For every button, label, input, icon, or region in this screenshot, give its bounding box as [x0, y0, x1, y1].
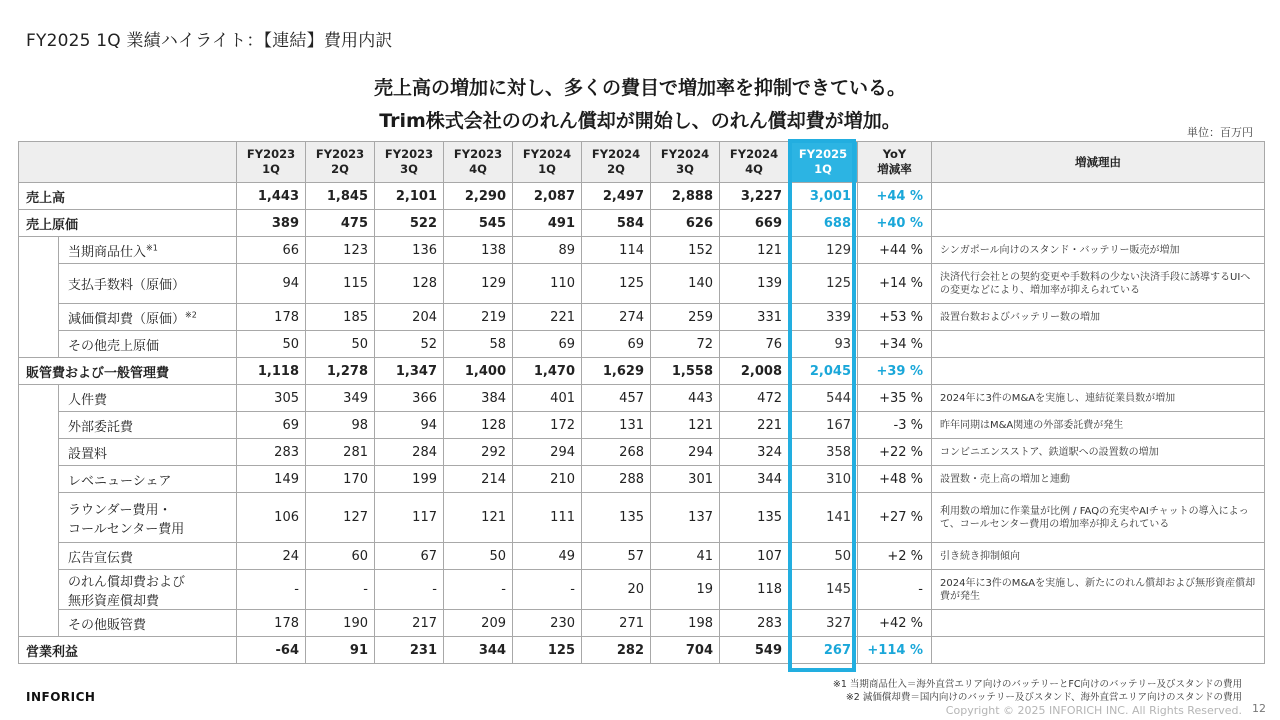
row-indent — [19, 264, 59, 304]
cell-value: 137 — [651, 493, 720, 543]
cell-value: 125 — [582, 264, 651, 304]
header-reason: 増減理由 — [932, 142, 1265, 183]
cell-yoy: +34 % — [858, 331, 932, 358]
cell-value: 60 — [306, 543, 375, 570]
cell-yoy: +44 % — [858, 183, 932, 210]
cell-value: 443 — [651, 385, 720, 412]
cell-value: 49 — [513, 543, 582, 570]
table-row — [19, 264, 1265, 304]
row-label-text: 設置料 — [68, 446, 108, 462]
cell-value: 167 — [789, 412, 858, 439]
cell-yoy: +35 % — [858, 385, 932, 412]
cell-value: 331 — [720, 304, 789, 331]
cell-value: 118 — [720, 570, 789, 610]
cell-value: 131 — [582, 412, 651, 439]
row-label-text: 外部委託費 — [68, 419, 134, 435]
row-label-text: 支払手数料（原価） — [68, 278, 186, 293]
table-row — [19, 385, 1265, 412]
cell-value: 139 — [720, 264, 789, 304]
expense-breakdown-table — [18, 141, 1265, 664]
row-indent — [19, 304, 59, 331]
header-fy2024-3q: FY2024 3Q — [651, 142, 720, 183]
cell-value: 136 — [375, 237, 444, 264]
cell-value: 2,045 — [789, 358, 858, 385]
cell-value: 2,087 — [513, 183, 582, 210]
cell-value: -64 — [237, 637, 306, 664]
row-label-text: 人件費 — [68, 392, 108, 408]
cell-reason: コンビニエンスストア、鉄道駅への設置数の増加 — [932, 439, 1265, 466]
cell-value: 282 — [582, 637, 651, 664]
cell-value: 110 — [513, 264, 582, 304]
table-row — [19, 610, 1265, 637]
table-row — [19, 304, 1265, 331]
cell-reason: 昨年同期はM&A関連の外部委託費が発生 — [932, 412, 1265, 439]
cell-reason: 決済代行会社との契約変更や手数料の少ない決済手段に誘導するUIへの変更などにより、増加率が抑えられている — [932, 264, 1265, 304]
cell-reason — [932, 637, 1265, 664]
cell-value: 283 — [237, 439, 306, 466]
cell-value: 50 — [444, 543, 513, 570]
cell-value: 135 — [582, 493, 651, 543]
table-row — [19, 210, 1265, 237]
cell-value: 76 — [720, 331, 789, 358]
cell-yoy: +14 % — [858, 264, 932, 304]
cell-value: 141 — [789, 493, 858, 543]
row-label — [59, 610, 237, 637]
cell-value: 1,443 — [237, 183, 306, 210]
cell-value: 69 — [582, 331, 651, 358]
cell-value: 209 — [444, 610, 513, 637]
cell-value: 324 — [720, 439, 789, 466]
header-yoy: YoY 増減率 — [858, 142, 932, 183]
row-indent — [19, 543, 59, 570]
cell-value: 129 — [789, 237, 858, 264]
cell-yoy: +44 % — [858, 237, 932, 264]
cell-reason: 2024年に3件のM&Aを実施し、連結従業員数が増加 — [932, 385, 1265, 412]
cell-value: 2,888 — [651, 183, 720, 210]
cell-value: 310 — [789, 466, 858, 493]
header-fy2024-4q: FY2024 4Q — [720, 142, 789, 183]
cell-value: 1,558 — [651, 358, 720, 385]
cell-reason — [932, 210, 1265, 237]
table-header-row — [19, 142, 1265, 183]
cell-value: 152 — [651, 237, 720, 264]
cell-value: 545 — [444, 210, 513, 237]
cell-value: 221 — [720, 412, 789, 439]
copyright: Copyright © 2025 INFORICH INC. All Rights Reserved. — [945, 704, 1242, 717]
table-row — [19, 466, 1265, 493]
cell-value: 198 — [651, 610, 720, 637]
cell-reason: 利用数の増加に作業量が比例 / FAQの充実やAIチャットの導入によって、コールセンター費用の増加率が抑えられている — [932, 493, 1265, 543]
cell-value: 626 — [651, 210, 720, 237]
cell-value: 366 — [375, 385, 444, 412]
cell-value: 294 — [513, 439, 582, 466]
cell-value: 125 — [789, 264, 858, 304]
cell-value: - — [513, 570, 582, 610]
cell-value: 1,845 — [306, 183, 375, 210]
cell-value: 384 — [444, 385, 513, 412]
cell-yoy: -3 % — [858, 412, 932, 439]
cell-value: 214 — [444, 466, 513, 493]
row-label: 売上原価 — [19, 210, 237, 237]
footnote-marker: ※1 — [146, 243, 158, 253]
cell-reason — [932, 610, 1265, 637]
cell-value: 292 — [444, 439, 513, 466]
cell-value: 114 — [582, 237, 651, 264]
row-label — [59, 264, 237, 304]
cell-value: 127 — [306, 493, 375, 543]
cell-value: 2,008 — [720, 358, 789, 385]
cell-yoy: +27 % — [858, 493, 932, 543]
table-row — [19, 358, 1265, 385]
cell-yoy: - — [858, 570, 932, 610]
row-label-text: ラウンダー費用・ コールセンター費用 — [68, 502, 185, 537]
cell-value: 472 — [720, 385, 789, 412]
cell-value: 358 — [789, 439, 858, 466]
page-title: FY2025 1Q 業績ハイライト：【連結】費用内訳 — [26, 31, 393, 51]
cell-value: 69 — [513, 331, 582, 358]
cell-reason — [932, 358, 1265, 385]
cell-value: 221 — [513, 304, 582, 331]
table-row — [19, 331, 1265, 358]
footnotes — [833, 678, 1242, 704]
cell-value: 268 — [582, 439, 651, 466]
cell-value: 281 — [306, 439, 375, 466]
row-label — [59, 466, 237, 493]
cell-value: 20 — [582, 570, 651, 610]
cell-value: 172 — [513, 412, 582, 439]
cell-value: 688 — [789, 210, 858, 237]
cell-value: 89 — [513, 237, 582, 264]
cell-value: 1,470 — [513, 358, 582, 385]
cell-value: 117 — [375, 493, 444, 543]
cell-yoy: +53 % — [858, 304, 932, 331]
header-fy2025-1q: FY2025 1Q — [789, 142, 858, 183]
row-indent — [19, 439, 59, 466]
cell-value: 349 — [306, 385, 375, 412]
cell-value: 115 — [306, 264, 375, 304]
cell-value: 210 — [513, 466, 582, 493]
inforich-logo: INFORICH — [26, 690, 96, 704]
cell-value: - — [375, 570, 444, 610]
cell-value: 94 — [237, 264, 306, 304]
cell-value: 267 — [789, 637, 858, 664]
table-row — [19, 543, 1265, 570]
cell-value: 274 — [582, 304, 651, 331]
row-label: 売上高 — [19, 183, 237, 210]
cell-value: 121 — [444, 493, 513, 543]
cell-reason: シンガポール向けのスタンド・バッテリー販売が増加 — [932, 237, 1265, 264]
cell-value: 704 — [651, 637, 720, 664]
cell-value: 41 — [651, 543, 720, 570]
cell-value: 107 — [720, 543, 789, 570]
cell-value: - — [306, 570, 375, 610]
cell-value: 230 — [513, 610, 582, 637]
row-label — [59, 439, 237, 466]
headline-line-1: 売上高の増加に対し、多くの費目で増加率を抑制できている。 — [373, 77, 906, 99]
row-label — [59, 385, 237, 412]
cell-yoy: +40 % — [858, 210, 932, 237]
table-row — [19, 412, 1265, 439]
row-indent — [19, 466, 59, 493]
cell-yoy: +42 % — [858, 610, 932, 637]
cell-value: 584 — [582, 210, 651, 237]
cell-yoy: +2 % — [858, 543, 932, 570]
cell-value: 24 — [237, 543, 306, 570]
cell-value: 121 — [720, 237, 789, 264]
cell-value: 190 — [306, 610, 375, 637]
row-label — [59, 237, 237, 264]
cell-value: 271 — [582, 610, 651, 637]
cell-value: 217 — [375, 610, 444, 637]
cell-value: 91 — [306, 637, 375, 664]
cell-value: 231 — [375, 637, 444, 664]
row-label-text: レベニューシェア — [68, 473, 172, 489]
cell-value: 128 — [375, 264, 444, 304]
cell-value: 135 — [720, 493, 789, 543]
table-row — [19, 439, 1265, 466]
cell-reason: 設置台数およびバッテリー数の増加 — [932, 304, 1265, 331]
header-fy2024-2q: FY2024 2Q — [582, 142, 651, 183]
cell-value: 1,278 — [306, 358, 375, 385]
cell-value: 3,001 — [789, 183, 858, 210]
row-label-text: 広告宣伝費 — [68, 550, 134, 566]
page-number: 12 — [1252, 702, 1266, 715]
cell-value: 57 — [582, 543, 651, 570]
cell-value: 284 — [375, 439, 444, 466]
footnote-1: ※1 当期商品仕入＝海外直営エリア向けのバッテリーとFC向けのバッテリー及びスタンドの費用 — [832, 679, 1242, 690]
cell-value: 125 — [513, 637, 582, 664]
row-label: 営業利益 — [19, 637, 237, 664]
cell-value: 178 — [237, 610, 306, 637]
cell-value: 1,347 — [375, 358, 444, 385]
cell-reason: 設置数・売上高の増加と連動 — [932, 466, 1265, 493]
cell-value: 128 — [444, 412, 513, 439]
row-label-text: 当期商品仕入 — [68, 244, 147, 260]
cell-value: 129 — [444, 264, 513, 304]
cell-yoy: +48 % — [858, 466, 932, 493]
cell-value: 344 — [720, 466, 789, 493]
footnote-2: ※2 減価償却費＝国内向けのバッテリー及びスタンド、海外直営エリア向けのスタンドの費用 — [845, 692, 1242, 703]
unit-label: 単位：百万円 — [1187, 126, 1253, 139]
cell-yoy: +114 % — [858, 637, 932, 664]
cell-value: 544 — [789, 385, 858, 412]
cell-value: 52 — [375, 331, 444, 358]
cell-value: 327 — [789, 610, 858, 637]
cell-value: 283 — [720, 610, 789, 637]
row-label — [59, 543, 237, 570]
cell-value: 111 — [513, 493, 582, 543]
row-indent — [19, 331, 59, 358]
cell-value: 185 — [306, 304, 375, 331]
cell-value: 170 — [306, 466, 375, 493]
cell-value: 522 — [375, 210, 444, 237]
cell-value: 2,101 — [375, 183, 444, 210]
row-indent — [19, 237, 59, 264]
cell-reason — [932, 331, 1265, 358]
row-indent — [19, 493, 59, 543]
cell-value: 301 — [651, 466, 720, 493]
cell-value: 339 — [789, 304, 858, 331]
cell-value: 58 — [444, 331, 513, 358]
footnote-marker: ※2 — [185, 310, 197, 320]
cell-value: 389 — [237, 210, 306, 237]
cell-value: 219 — [444, 304, 513, 331]
cell-value: 123 — [306, 237, 375, 264]
cell-value: 288 — [582, 466, 651, 493]
cell-yoy: +22 % — [858, 439, 932, 466]
row-label-text: のれん償却費および 無形資産償却費 — [68, 574, 186, 609]
cell-value: 19 — [651, 570, 720, 610]
header-fy2023-3q: FY2023 3Q — [375, 142, 444, 183]
cell-value: 106 — [237, 493, 306, 543]
row-indent — [19, 610, 59, 637]
row-label — [59, 493, 237, 543]
cell-value: 199 — [375, 466, 444, 493]
cell-reason — [932, 183, 1265, 210]
cell-value: 344 — [444, 637, 513, 664]
cell-value: 50 — [237, 331, 306, 358]
cell-value: 457 — [582, 385, 651, 412]
cell-value: 66 — [237, 237, 306, 264]
row-label — [59, 570, 237, 610]
row-label-text: 減価償却費（原価） — [68, 311, 186, 327]
cell-value: 204 — [375, 304, 444, 331]
cell-value: 140 — [651, 264, 720, 304]
cell-value: 1,118 — [237, 358, 306, 385]
table-row — [19, 637, 1265, 664]
row-indent — [19, 412, 59, 439]
table-row — [19, 237, 1265, 264]
cell-value: 491 — [513, 210, 582, 237]
cell-reason: 引き続き抑制傾向 — [932, 543, 1265, 570]
header-fy2024-1q: FY2024 1Q — [513, 142, 582, 183]
cell-reason: 2024年に3件のM&Aを実施し、新たにのれん償却および無形資産償却費が発生 — [932, 570, 1265, 610]
cell-value: 401 — [513, 385, 582, 412]
cell-value: 1,629 — [582, 358, 651, 385]
cell-value: 2,290 — [444, 183, 513, 210]
row-indent — [19, 570, 59, 610]
cell-value: 305 — [237, 385, 306, 412]
table-row — [19, 493, 1265, 543]
cell-value: 1,400 — [444, 358, 513, 385]
cell-value: 72 — [651, 331, 720, 358]
cell-value: - — [237, 570, 306, 610]
header-corner — [19, 142, 237, 183]
cell-value: 50 — [306, 331, 375, 358]
row-label-text: その他売上原価 — [68, 338, 160, 354]
cell-value: 93 — [789, 331, 858, 358]
row-label — [59, 304, 237, 331]
cell-value: 145 — [789, 570, 858, 610]
row-indent — [19, 385, 59, 412]
cell-value: 121 — [651, 412, 720, 439]
cell-value: 475 — [306, 210, 375, 237]
cell-value: 138 — [444, 237, 513, 264]
cell-value: 2,497 — [582, 183, 651, 210]
cell-value: 549 — [720, 637, 789, 664]
header-fy2023-1q: FY2023 1Q — [237, 142, 306, 183]
headline-line-2: Trim株式会社ののれん償却が開始し、のれん償却費が増加。 — [379, 110, 901, 132]
cell-value: 294 — [651, 439, 720, 466]
row-label-text: その他販管費 — [68, 617, 147, 633]
cell-value: 669 — [720, 210, 789, 237]
cell-value: 149 — [237, 466, 306, 493]
table-row — [19, 570, 1265, 610]
cell-value: 98 — [306, 412, 375, 439]
row-label: 販管費および一般管理費 — [19, 358, 237, 385]
cell-value: 69 — [237, 412, 306, 439]
cell-value: 94 — [375, 412, 444, 439]
header-fy2023-2q: FY2023 2Q — [306, 142, 375, 183]
cell-value: 67 — [375, 543, 444, 570]
cell-value: 178 — [237, 304, 306, 331]
cell-value: 3,227 — [720, 183, 789, 210]
cell-yoy: +39 % — [858, 358, 932, 385]
cell-value: - — [444, 570, 513, 610]
header-fy2023-4q: FY2023 4Q — [444, 142, 513, 183]
row-label — [59, 412, 237, 439]
table-row — [19, 183, 1265, 210]
cell-value: 50 — [789, 543, 858, 570]
cell-value: 259 — [651, 304, 720, 331]
row-label — [59, 331, 237, 358]
